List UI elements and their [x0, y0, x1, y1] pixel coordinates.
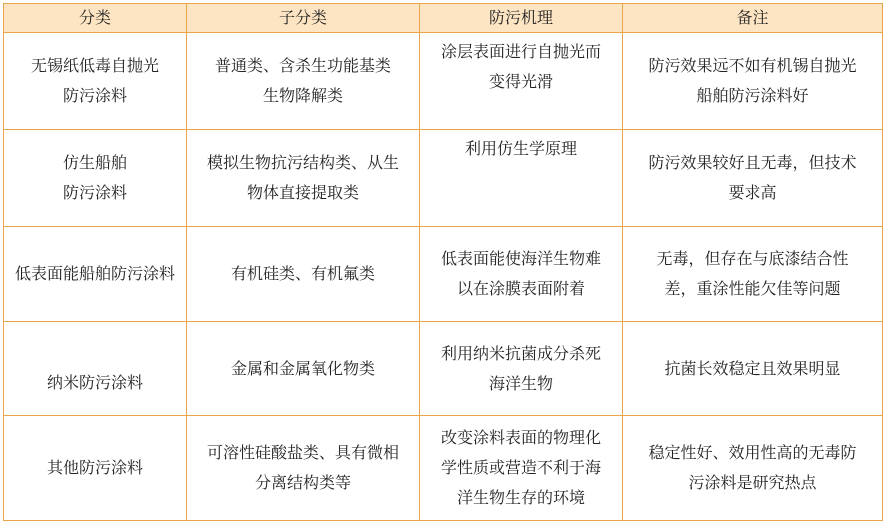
cell-line: 可溶性硅酸盐类、具有微相 — [206, 443, 399, 462]
cell-line: 物体直接提取类 — [246, 183, 359, 202]
header-subcategory: 子分类 — [187, 4, 420, 33]
cell-line: 差，重涂性能欠佳等问题 — [664, 279, 841, 298]
cell-line: 污涂料是研究热点 — [688, 473, 817, 492]
subcategory-cell — [187, 33, 420, 130]
subcategory-cell — [187, 322, 420, 416]
cell-line: 防污涂料 — [62, 183, 127, 202]
cell-line: 抗菌长效稳定且效果明显 — [664, 358, 841, 378]
cell-line: 以在涂膜表面附着 — [456, 279, 585, 298]
cell-line: 学性质或营造不利于海 — [440, 458, 601, 477]
cell-line: 要求高 — [728, 183, 777, 202]
remark-cell — [623, 33, 883, 130]
cell-line: 洋生物生存的环境 — [456, 488, 585, 507]
table-row — [4, 33, 883, 130]
category-cell — [4, 322, 187, 416]
mechanism-cell — [420, 322, 623, 416]
subcategory-cell — [187, 416, 420, 521]
cell-line: 其他防污涂料 — [46, 458, 143, 477]
coating-classification-table — [3, 3, 883, 521]
category-cell — [4, 33, 187, 130]
cell-line: 防污涂料 — [62, 86, 127, 105]
category-cell — [4, 416, 187, 521]
cell-line: 模拟生物抗污结构类、从生 — [206, 153, 399, 172]
cell-line: 海洋生物 — [488, 373, 553, 393]
remark-cell — [623, 227, 883, 322]
cell-line: 涂层表面进行自抛光而 — [440, 42, 601, 61]
category-cell — [4, 227, 187, 322]
table-row — [4, 227, 883, 322]
table-row — [4, 130, 883, 227]
header-category: 分类 — [4, 4, 187, 33]
mechanism-cell — [420, 416, 623, 521]
remark-cell — [623, 322, 883, 416]
cell-line: 改变涂料表面的物理化 — [440, 428, 601, 447]
subcategory-cell — [187, 227, 420, 322]
mechanism-cell — [420, 130, 623, 227]
cell-line: 低表面能船舶防污涂料 — [14, 264, 175, 283]
cell-line: 防污效果较好且无毒，但技术 — [648, 153, 857, 172]
cell-line: 防污效果远不如有机锡自抛光 — [648, 56, 857, 75]
cell-line: 分离结构类等 — [254, 473, 351, 492]
cell-line: 稳定性好、效用性高的无毒防 — [648, 443, 857, 462]
cell-line: 船舶防污涂料好 — [696, 86, 809, 105]
cell-line: 利用仿生学原理 — [464, 139, 577, 158]
remark-cell — [623, 130, 883, 227]
cell-line: 利用纳米抗菌成分杀死 — [440, 343, 601, 363]
cell-line: 仿生船舶 — [62, 153, 127, 172]
category-cell — [4, 130, 187, 227]
cell-line: 普通类、含杀生功能基类 — [214, 56, 391, 75]
header-mechanism: 防污机理 — [420, 4, 623, 33]
remark-cell — [623, 416, 883, 521]
mechanism-cell — [420, 33, 623, 130]
subcategory-cell — [187, 130, 420, 227]
cell-line: 金属和金属氧化物类 — [230, 358, 375, 378]
table-row — [4, 416, 883, 521]
cell-line: 纳米防污涂料 — [46, 372, 143, 392]
mechanism-cell — [420, 227, 623, 322]
cell-line: 变得光滑 — [488, 72, 553, 91]
header-row — [4, 4, 883, 33]
cell-line: 生物降解类 — [262, 86, 343, 105]
cell-line: 低表面能使海洋生物难 — [440, 249, 601, 268]
cell-line: 无锡纸低毒自抛光 — [30, 56, 159, 75]
cell-line: 有机硅类、有机氟类 — [230, 264, 375, 283]
cell-line: 无毒，但存在与底漆结合性 — [656, 249, 849, 268]
header-remark: 备注 — [623, 4, 883, 33]
table-row — [4, 322, 883, 416]
